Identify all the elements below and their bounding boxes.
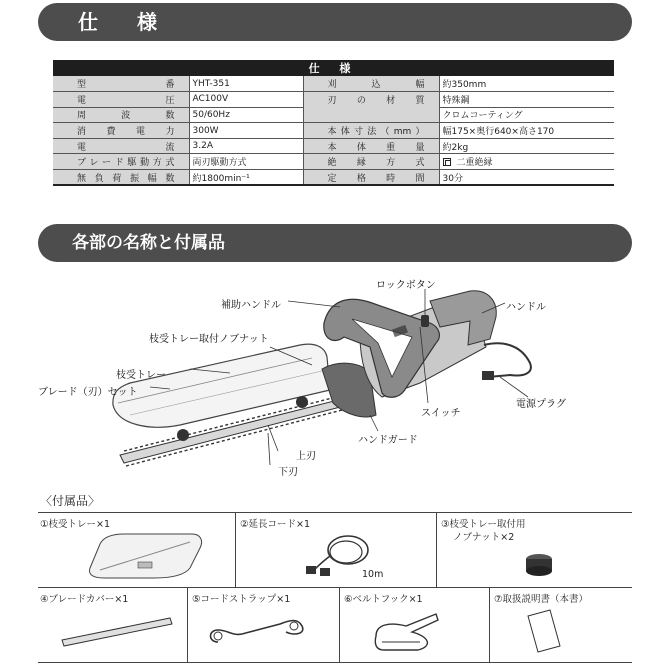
cord-strap-illustration bbox=[202, 608, 312, 652]
label-lock-button: ロックボタン bbox=[376, 280, 436, 291]
spec-value: YHT-351 bbox=[189, 76, 303, 92]
spec-value: 30分 bbox=[439, 170, 614, 186]
label-blade-set: ブレード（刃）セット bbox=[38, 387, 138, 398]
accessory-cord-label: ②延長コード×1 bbox=[240, 519, 311, 530]
label-handle: ハンドル bbox=[506, 302, 546, 313]
label-hand-guard: ハンドガード bbox=[358, 435, 418, 446]
spec-value: 特殊鋼 bbox=[439, 92, 614, 108]
spec-label: 電 流 bbox=[53, 138, 189, 154]
hedge-trimmer-diagram bbox=[0, 265, 670, 485]
accessory-belt-hook-label: ⑥ベルトフック×1 bbox=[344, 594, 423, 605]
plug-illustration bbox=[482, 371, 494, 380]
accessories-heading: 〈付属品〉 bbox=[40, 494, 101, 508]
spec-label: 周波数 bbox=[53, 107, 189, 123]
spec-label: 絶縁方式 bbox=[303, 154, 439, 170]
label-switch: スイッチ bbox=[421, 408, 461, 419]
accessory-nut-label-line2: ノブナット×2 bbox=[453, 532, 515, 543]
spec-value: 300W bbox=[189, 123, 303, 139]
double-insulation-icon bbox=[443, 158, 451, 166]
accessories-grid-line bbox=[489, 587, 490, 662]
label-lower-blade: 下刃 bbox=[278, 467, 298, 478]
spec-value: AC100V bbox=[189, 92, 303, 108]
spec-value: 二重絶縁 bbox=[456, 158, 493, 169]
accessories-grid-line bbox=[38, 512, 632, 513]
spec-label: 本体重量 bbox=[303, 138, 439, 154]
spec-label: 刃の材質 bbox=[303, 92, 439, 123]
spec-value: 3.2A bbox=[189, 138, 303, 154]
spec-table-header: 仕 様 bbox=[53, 60, 614, 76]
tray-illustration bbox=[80, 528, 210, 580]
accessories-grid-line bbox=[436, 512, 437, 587]
spec-label: 本体寸法（mm） bbox=[303, 123, 439, 139]
label-aux-handle: 補助ハンドル bbox=[221, 300, 281, 311]
belt-hook-illustration bbox=[366, 606, 446, 656]
spec-label: 定格時間 bbox=[303, 170, 439, 186]
spec-label: 消費電力 bbox=[53, 123, 189, 139]
label-tray: 枝受トレー bbox=[116, 370, 166, 381]
accessories-grid-line bbox=[187, 587, 188, 662]
spec-value: 約2kg bbox=[439, 138, 614, 154]
accessory-blade-cover-label: ④ブレードカバー×1 bbox=[40, 594, 129, 605]
spec-value: 約1800min⁻¹ bbox=[189, 170, 303, 186]
accessory-cord-strap-label: ⑤コードストラップ×1 bbox=[192, 594, 291, 605]
tray-nut-illustration bbox=[177, 429, 189, 441]
accessory-manual-label: ⑦取扱説明書（本書） bbox=[494, 594, 589, 605]
accessory-nut-label: ③枝受トレー取付用 bbox=[441, 519, 526, 530]
label-upper-blade: 上刃 bbox=[296, 451, 316, 462]
accessory-tray-label: ①枝受トレー×1 bbox=[40, 519, 111, 530]
spec-value: 両刃駆動方式 bbox=[189, 154, 303, 170]
manual-illustration bbox=[524, 606, 564, 656]
accessories-grid-line bbox=[38, 587, 632, 588]
extension-cord-illustration bbox=[300, 528, 380, 584]
accessory-cord-length: 10m bbox=[362, 569, 384, 580]
spec-value: 約350mm bbox=[439, 76, 614, 92]
spec-value: 50/60Hz bbox=[189, 107, 303, 123]
spec-value: クロムコーティング bbox=[439, 107, 614, 123]
accessories-grid-line bbox=[38, 662, 632, 663]
spec-label: ブレード駆動方式 bbox=[53, 154, 189, 170]
lock-button-illustration bbox=[421, 315, 429, 327]
accessories-grid-line bbox=[339, 587, 340, 662]
label-tray-nut: 枝受トレー取付ノブナット bbox=[149, 334, 269, 345]
blade-cover-illustration bbox=[58, 614, 176, 650]
accessories-grid-line bbox=[235, 512, 236, 587]
spec-label: 刈 込 幅 bbox=[303, 76, 439, 92]
spec-label: 無負荷振幅数 bbox=[53, 170, 189, 186]
spec-label: 電 圧 bbox=[53, 92, 189, 108]
tray-nut-illustration bbox=[296, 396, 308, 408]
label-power-plug: 電源プラグ bbox=[516, 399, 566, 410]
spec-value: 幅175×奥行640×高さ170 bbox=[439, 123, 614, 139]
spec-label: 型 番 bbox=[53, 76, 189, 92]
parts-section-header: 各部の名称と付属品 bbox=[38, 224, 632, 262]
knob-nut-illustration bbox=[522, 546, 556, 580]
spec-table bbox=[53, 60, 614, 186]
spec-section-header: 仕 様 bbox=[38, 3, 632, 41]
